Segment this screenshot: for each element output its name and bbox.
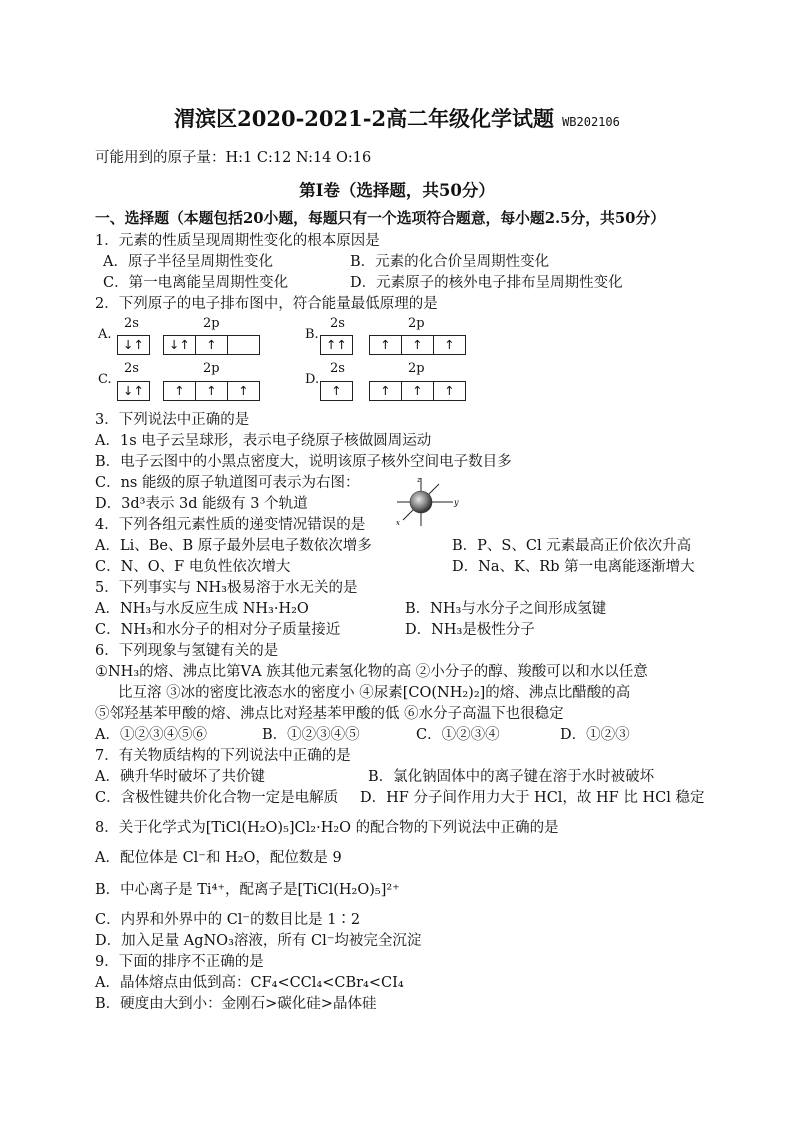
q2-d-2s-box [320,381,353,401]
q2-b-label: B. [305,327,319,342]
q2-c-2p-box [163,381,260,401]
q2-a-2p-box [163,335,260,355]
q5-stem: 5．下列事实与 NH₃极易溶于水无关的是 [95,580,358,596]
q7-option-a: A．碘升华时破坏了共价键 [95,769,265,785]
q2-a-2s-box [117,335,150,355]
orbital-cell: ↑ [402,336,434,354]
q3-option-a: A．1s 电子云呈球形，表示电子绕原子核做圆周运动 [95,433,432,449]
exam-title-text: 渭滨区2020-2021-2高二年级化学试题 [174,106,555,131]
q4-option-d: D．Na、K、Rb 第一电离能逐渐增大 [452,559,695,575]
q2-c-2s-box [117,381,150,401]
y-axis-label: y [454,498,459,507]
q8-option-d: D．加入足量 AgNO₃溶液，所有 Cl⁻均被完全沉淀 [95,933,422,949]
q3-option-b: B．电子云图中的小黑点密度大，说明该原子核外空间电子数目多 [95,454,512,470]
orbital-cell: ↓↑ [164,336,196,354]
q5-option-c: C．NH₃和水分子的相对分子质量接近 [95,622,341,638]
q2-a-label: A. [98,327,112,342]
orbital-cell: ↑ [402,382,434,400]
q6-stem: 6．下列现象与氢键有关的是 [95,643,279,659]
q3-option-d: D．3d³表示 3d 能级有 3 个轨道 [95,496,308,512]
q6-statement-line1: ①NH₃的熔、沸点比第ⅤA 族其他元素氢化物的高 ②小分子的醇、羧酸可以和水以任意 [95,664,648,680]
q8-option-b: B．中心离子是 Ti⁴⁺，配离子是[TiCl(H₂O)₅]²⁺ [95,882,400,898]
q6-option-d: D．①②③ [560,727,630,743]
orbital-cell: ↑ [444,383,455,398]
orbital-cell: ↑ [331,383,342,398]
orbital-cell: ↑ [444,337,455,352]
q5-option-a: A．NH₃与水反应生成 NH₃·H₂O [95,601,309,617]
q6-option-a: A．①②③④⑤⑥ [95,727,207,743]
section-title: 第Ⅰ卷（选择题，共50分） [299,181,495,200]
x-axis-label: x [396,519,400,527]
q2-b-2s-label: 2s [330,316,345,331]
q1-stem: 1．元素的性质呈现周期性变化的根本原因是 [95,233,380,249]
q1-option-b: B．元素的化合价呈周期性变化 [350,254,550,270]
q8-stem: 8．关于化学式为[TiCl(H₂O)₅]Cl₂·H₂O 的配合物的下列说法中正确的是 [95,820,559,836]
q7-option-c: C．含极性键共价化合物一定是电解质 [95,790,339,806]
orbital-cell [228,336,259,354]
q7-option-b: B．氯化钠固体中的离子键在溶于水时被破坏 [368,769,655,785]
q2-a-2s-label: 2s [124,316,139,331]
orbital-cell: ↑ [196,382,228,400]
q2-c-2p-label: 2p [203,361,220,376]
q1-option-c: C．第一电离能呈周期性变化 [103,275,289,291]
q3-stem: 3．下列说法中正确的是 [95,412,250,428]
q4-option-a: A．Li、Be、B 原子最外层电子数依次增多 [95,538,372,554]
q6-statement-line3: ⑤邻羟基苯甲酸的熔、沸点比对羟基苯甲酸的低 ⑥水分子高温下也很稳定 [95,706,564,722]
exam-title [0,103,794,133]
q5-option-d: D．NH₃是极性分子 [405,622,535,638]
exam-code: WB202106 [562,115,620,129]
orbital-cell: ↓↑ [123,383,144,398]
q6-statement-line2: 比互溶 ③冰的密度比液态水的密度小 ④尿素[CO(NH₂)₂]的熔、沸点比醋酸的高 [118,685,631,701]
orbital-cell: ↑↑ [326,337,347,352]
q1-option-d: D．元素原子的核外电子排布呈周期性变化 [350,275,623,291]
q4-option-b: B．P、S、Cl 元素最高正价依次升高 [452,538,692,554]
q2-c-label: C. [98,372,112,387]
q8-option-c: C．内界和外界中的 Cl⁻的数目比是 1∶2 [95,912,361,928]
q5-option-b: B．NH₃与水分子之间形成氢键 [405,601,607,617]
s-orbital-diagram [393,474,463,530]
orbital-cell: ↑ [370,336,402,354]
q2-b-2p-label: 2p [408,316,425,331]
q2-b-2s-box [320,335,353,355]
sphere-icon [410,491,432,513]
atomic-masses: 可能用到的原子量：H:1 C:12 N:14 O:16 [95,150,372,166]
q6-option-b: B．①②③④⑤ [262,727,360,743]
q7-option-d: D．HF 分子间作用力大于 HCl，故 HF 比 HCl 稳定 [360,790,705,806]
orbital-cell: ↑ [238,383,249,398]
q2-d-label: D. [305,372,320,387]
orbital-cell: ↑ [370,382,402,400]
q2-d-2s-label: 2s [330,361,345,376]
q9-option-b: B．硬度由大到小：金刚石>碳化硅>晶体硅 [95,996,377,1012]
q4-option-c: C．N、O、F 电负性依次增大 [95,559,291,575]
q2-d-2p-box [369,381,466,401]
q2-b-2p-box [369,335,466,355]
q3-option-c: C．ns 能级的原子轨道图可表示为右图： [95,475,360,491]
z-axis-label: z [417,476,421,484]
orbital-cell: ↑ [164,382,196,400]
q4-stem: 4．下列各组元素性质的递变情况错误的是 [95,517,366,533]
q9-option-a: A．晶体熔点由低到高：CF₄<CCl₄<CBr₄<CI₄ [95,975,404,991]
q8-option-a: A．配位体是 Cl⁻和 H₂O，配位数是 9 [95,850,342,866]
q2-d-2p-label: 2p [408,361,425,376]
q2-a-2p-label: 2p [203,316,220,331]
orbital-cell: ↑ [196,336,228,354]
q2-c-2s-label: 2s [124,361,139,376]
section-instructions: 一、选择题（本题包括20小题，每题只有一个选项符合题意，每小题2.5分，共50分） [95,210,666,227]
q6-option-c: C．①②③④ [416,727,500,743]
q7-stem: 7．有关物质结构的下列说法中正确的是 [95,748,351,764]
q2-stem: 2．下列原子的电子排布图中，符合能量最低原理的是 [95,296,438,312]
q1-option-a: A．原子半径呈周期性变化 [103,254,273,270]
orbital-cell: ↓↑ [123,337,144,352]
q9-stem: 9．下面的排序不正确的是 [95,954,264,970]
